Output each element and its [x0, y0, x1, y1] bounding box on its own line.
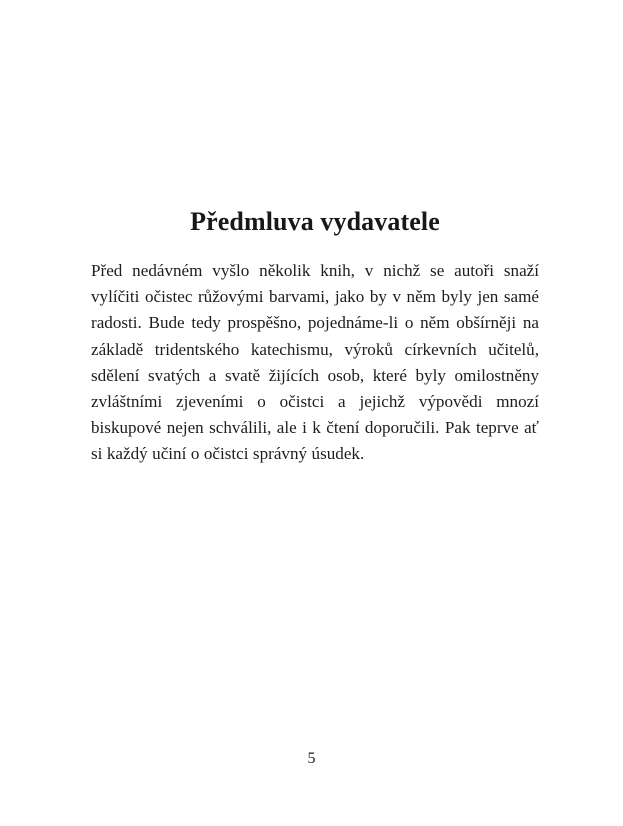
page-number: 5: [307, 750, 316, 767]
page-title: Předmluva vydavatele: [190, 207, 440, 236]
body-paragraph: Před nedávném vyšlo několik knih, v nichž se autoři snaží vylíčiti očistec růžovými barvami, jako by v něm byly jen samé radosti. Bude tedy prospěšno, pojednáme-li o něm obšírněji na základě tridentského katechismu, výroků církevních učitelů, sdělení svatých a svatě žijících osob, které byly omilostněny zvláštními zjeveními o očistci a jejichž výpovědi mnozí biskupové nejen schválili, ale i k čtení doporučili. Pak teprve ať si každý učiní o očistci správný úsudek.: [91, 261, 539, 464]
scan-artifact: [96, 0, 214, 22]
